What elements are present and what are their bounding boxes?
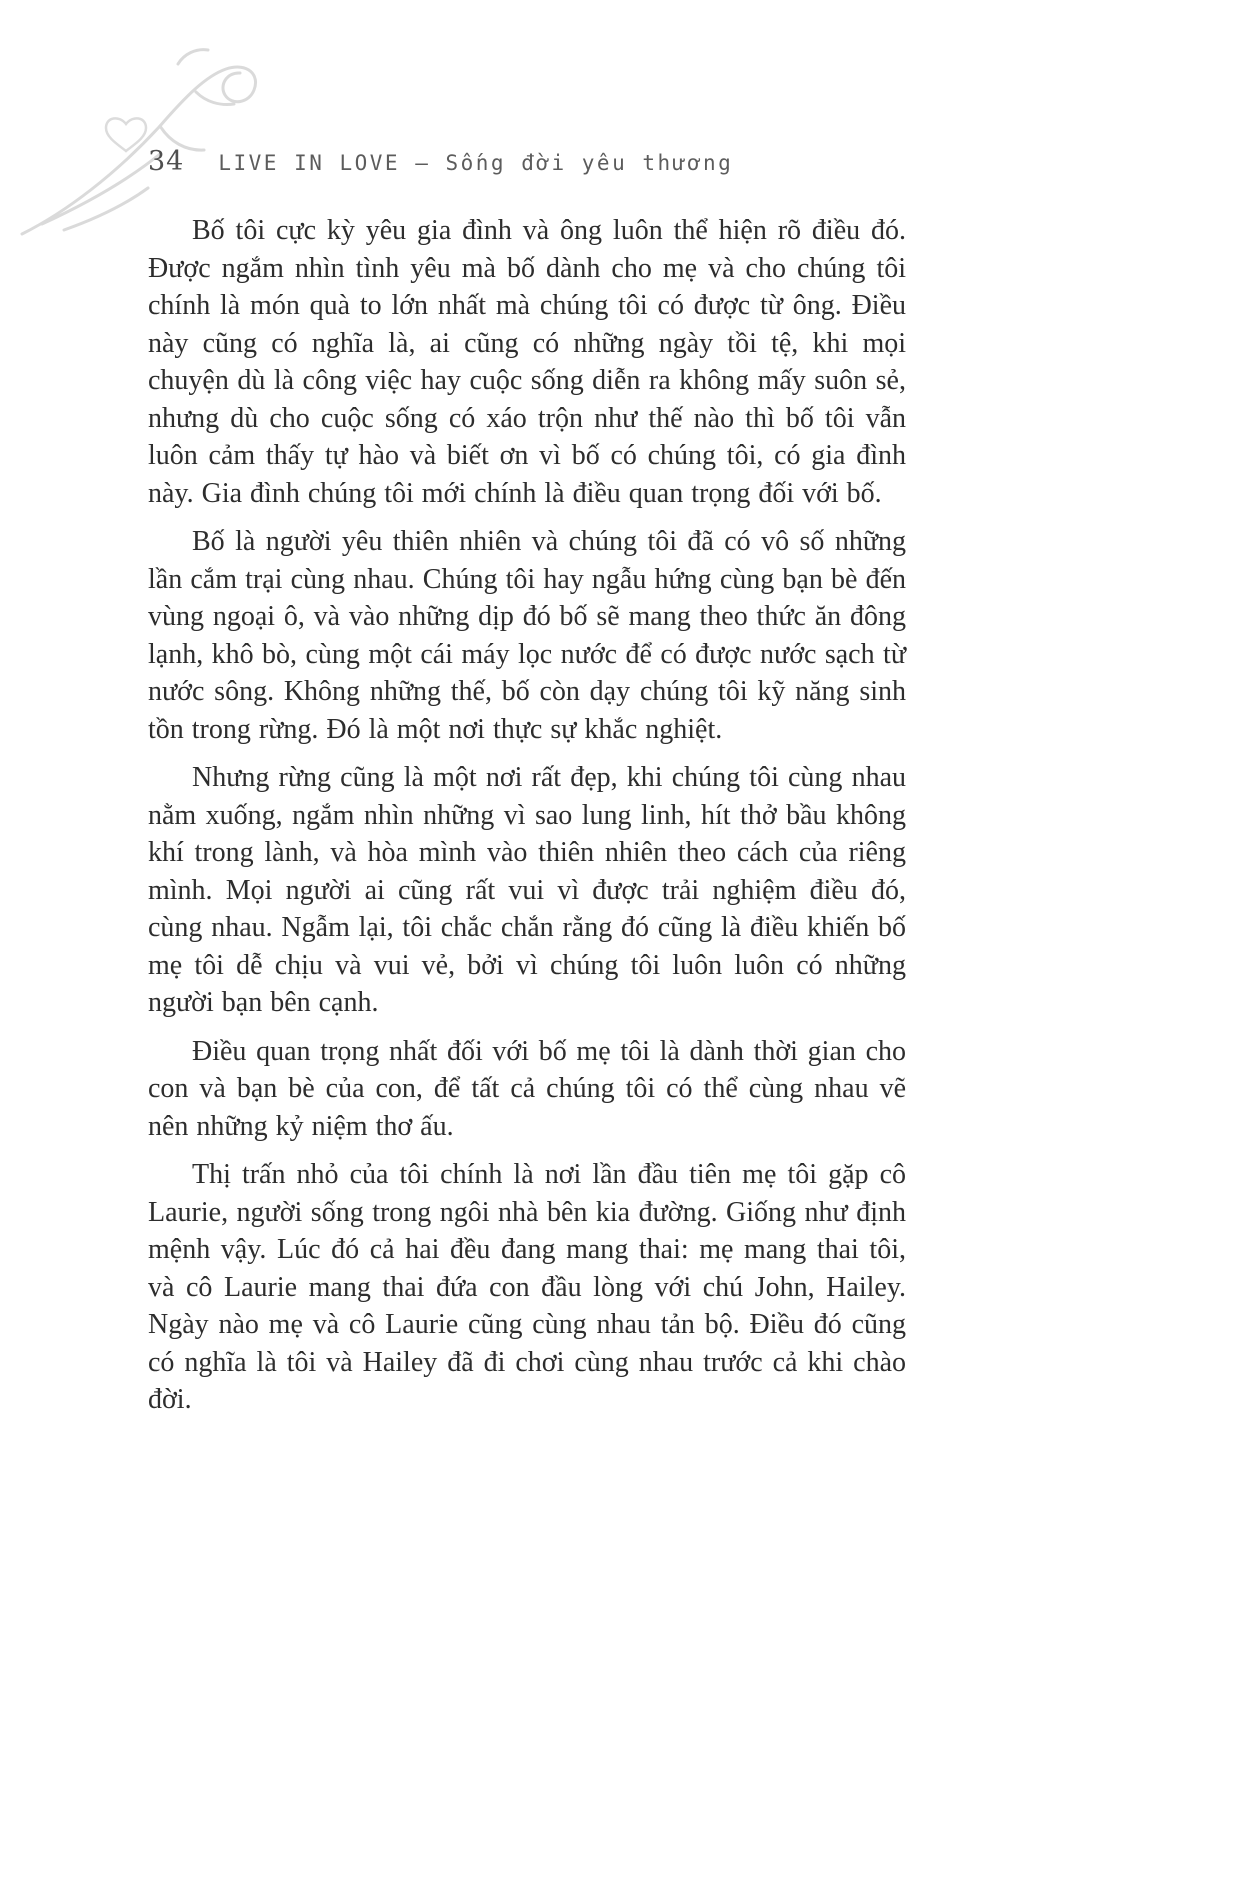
paragraph: Điều quan trọng nhất đối với bố mẹ tôi là dành thời gian cho con và bạn bè của con, để tất cả chúng tôi có thể cùng nhau vẽ nên những kỷ niệm thơ ấu.: [148, 1035, 906, 1142]
page-header: [148, 146, 733, 177]
paragraph: Thị trấn nhỏ của tôi chính là nơi lần đầu tiên mẹ tôi gặp cô Laurie, người sống trong ngôi nhà bên kia đường. Giống như định mệnh vậy. Lúc đó cả hai đều đang mang thai: mẹ mang thai tôi, và cô Laurie mang thai đứa con đầu lòng với chú John, Hailey. Ngày nào mẹ và cô Laurie cũng cùng nhau tản bộ. Điều đó cũng có nghĩa là tôi và Hailey đã đi chơi cùng nhau trước cả khi chào đời.: [148, 1159, 906, 1415]
paragraph: Bố là người yêu thiên nhiên và chúng tôi đã có vô số những lần cắm trại cùng nhau. Chúng tôi hay ngẫu hứng cùng bạn bè đến vùng ngoại ô, và vào những dịp đó bố sẽ mang theo thức ăn đông lạnh, khô bò, cùng một cái máy lọc nước để có được nước sạch từ nước sông. Không những thế, bố còn dạy chúng tôi kỹ năng sinh tồn trong rừng. Đó là một nơi thực sự khắc nghiệt.: [148, 526, 906, 745]
body-text: [148, 212, 906, 1430]
page-number: 34: [148, 146, 185, 177]
paragraph: Nhưng rừng cũng là một nơi rất đẹp, khi chúng tôi cùng nhau nằm xuống, ngắm nhìn những vì sao lung linh, hít thở bầu không khí trong lành, và hòa mình vào thiên nhiên theo cách của riêng mình. Mọi người ai cũng rất vui vì được trải nghiệm điều đó, cùng nhau. Ngẫm lại, tôi chắc chắn rằng đó cũng là điều khiến bố mẹ tôi dễ chịu và vui vẻ, bởi vì chúng tôi luôn luôn có những người bạn bên cạnh.: [148, 762, 906, 1018]
running-head-book-title: LIVE IN LOVE – Sống đời yêu thương: [218, 151, 734, 175]
heart-icon: [106, 118, 146, 151]
paragraph: Bố tôi cực kỳ yêu gia đình và ông luôn thể hiện rõ điều đó. Được ngắm nhìn tình yêu mà bố dành cho mẹ và cho chúng tôi chính là món quà to lớn nhất mà chúng tôi có được từ ông. Điều này cũng có nghĩa là, ai cũng có những ngày tồi tệ, khi mọi chuyện dù là công việc hay cuộc sống diễn ra không mấy suôn sẻ, nhưng dù cho cuộc sống có xáo trộn như thế nào thì bố tôi vẫn luôn cảm thấy tự hào và biết ơn vì bố có chúng tôi, có gia đình này. Gia đình chúng tôi mới chính là điều quan trọng đối với bố.: [148, 215, 906, 509]
